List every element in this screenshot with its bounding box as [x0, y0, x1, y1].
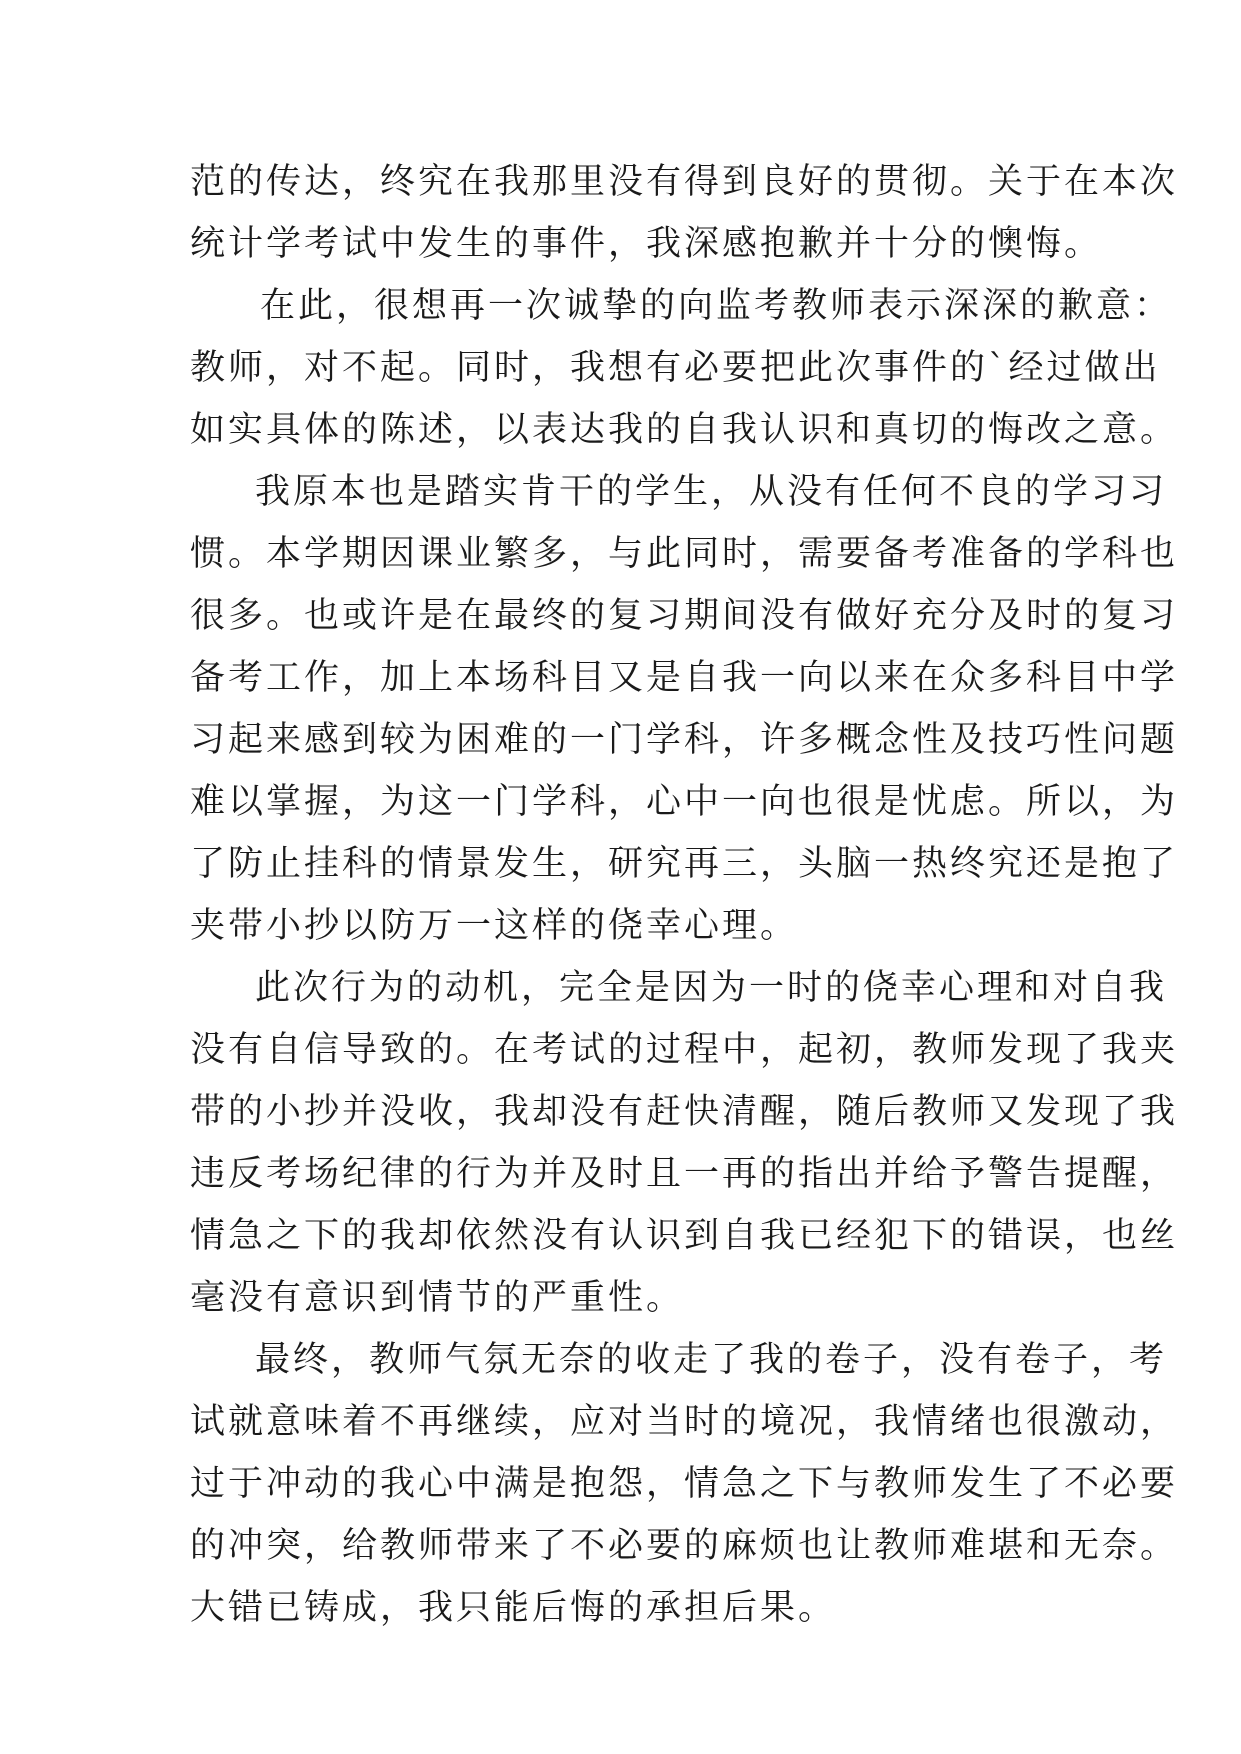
text-line: 违反考场纪律的行为并及时且一再的指出并给予警告提醒，	[190, 1154, 1179, 1194]
text-line: 备考工作，加上本场科目又是自我一向以来在众多科目中学	[190, 658, 1179, 698]
text-line: 带的小抄并没收，我却没有赶快清醒，随后教师又发现了我	[190, 1092, 1179, 1132]
paragraph	[190, 1329, 1179, 1639]
text-line: 毫没有意识到情节的严重性。	[190, 1278, 685, 1318]
text-line: 统计学考试中发生的事件，我深感抱歉并十分的懊悔。	[190, 224, 1103, 264]
text-line: 此次行为的动机，完全是因为一时的侥幸心理和对自我	[255, 968, 1168, 1008]
text-line: 没有自信导致的。在考试的过程中，起初，教师发现了我夹	[190, 1030, 1179, 1070]
text-line: 过于冲动的我心中满是抱怨，情急之下与教师发生了不必要	[190, 1464, 1179, 1504]
text-line: 我原本也是踏实肯干的学生，从没有任何不良的学习习	[255, 472, 1168, 512]
text-line: 大错已铸成，我只能后悔的承担后果。	[190, 1588, 837, 1628]
text-line: 试就意味着不再继续，应对当时的境况，我情绪也很激动，	[190, 1402, 1179, 1442]
paragraph	[190, 461, 1179, 957]
text-line: 夹带小抄以防万一这样的侥幸心理。	[190, 906, 799, 946]
text-line: 习起来感到较为困难的一门学科，许多概念性及技巧性问题	[190, 720, 1179, 760]
text-line: 很多。也或许是在最终的复习期间没有做好充分及时的复习	[190, 596, 1179, 636]
text-line: 的冲突，给教师带来了不必要的麻烦也让教师难堪和无奈。	[190, 1526, 1179, 1566]
text-line: 难以掌握，为这一门学科，心中一向也很是忧虑。所以，为	[190, 782, 1179, 822]
text-line: 范的传达，终究在我那里没有得到良好的贯彻。关于在本次	[190, 162, 1179, 202]
text-line: 教师，对不起。同时，我想有必要把此次事件的`经过做出	[190, 348, 1161, 388]
paragraph	[190, 151, 1179, 275]
text-line: 情急之下的我却依然没有认识到自我已经犯下的错误，也丝	[190, 1216, 1179, 1256]
paragraph	[190, 957, 1179, 1329]
paragraph	[190, 275, 1179, 461]
text-line: 如实具体的陈述，以表达我的自我认识和真切的悔改之意。	[190, 410, 1179, 450]
document-body	[190, 151, 1179, 1639]
text-line: 惯。本学期因课业繁多，与此同时，需要备考准备的学科也	[190, 534, 1179, 574]
text-line: 最终，教师气氛无奈的收走了我的卷子，没有卷子，考	[255, 1340, 1168, 1380]
text-line: 了防止挂科的情景发生，研究再三，头脑一热终究还是抱了	[190, 844, 1179, 884]
text-line: 在此，很想再一次诚挚的向监考教师表示深深的歉意：	[260, 286, 1173, 326]
